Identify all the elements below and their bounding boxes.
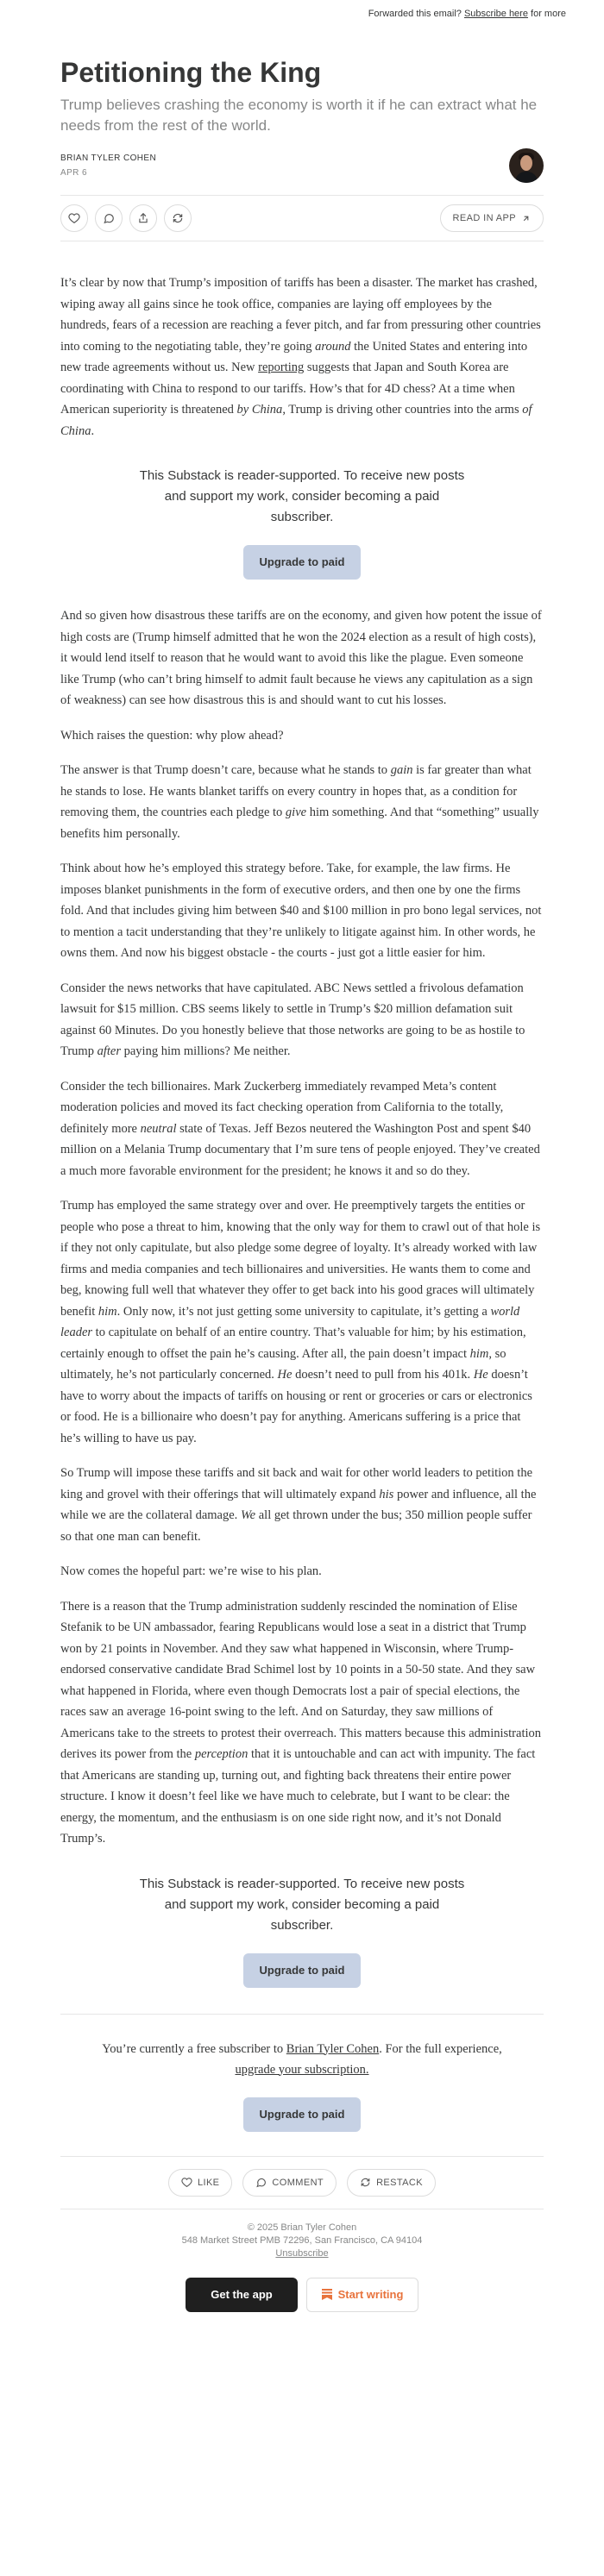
comment-icon [103,212,115,224]
avatar[interactable] [509,148,544,183]
get-app-button[interactable]: Get the app [186,2278,298,2312]
heart-icon [68,212,80,224]
paragraph: So Trump will impose these tariffs and sit back and wait for other world leaders to petition the king and grovel with their offerings that will ultimately expand his power and influence, all the while we are the collateral damage. We all get thrown under the bus; 350 million people suffer so that one man can benefit. [60,1466,537,1544]
paragraph: Which raises the question: why plow ahead? [60,728,284,743]
post-title[interactable]: Petitioning the King [60,57,322,88]
paragraph: It’s clear by now that Trump’s imposition of tariffs has been a disaster. The market has crashed, wiping away all gains since he took office, companies are laying off employees by the hundreds, fears of a recession are reaching a fever pitch, and far from pressuring other countries into coming to the negotiating table, they’re going around the United States and entering into new trade agreements without us. New reporting suggests that Japan and South Korea are coordinating with China to respond to our tariffs. How’s that for 4D chess? At a time when American superiority is threatened by China, Trump is driving other countries into the arms of China. [60,276,541,438]
cta-text: This Substack is reader-supported. To receive new posts and support my work, consider becoming a paid subscriber. [139,1876,465,1933]
forward-notice: Forwarded this email? Subscribe here for more [368,9,566,19]
subscribe-cta [60,466,544,580]
restack-button[interactable]: RESTACK [347,2169,436,2197]
subscribe-link[interactable]: Subscribe here [463,9,528,19]
paragraph: Think about how he’s employed this strategy before. Take, for example, the law firms. He imposes blanket punishments in the form of executive orders, and then one by one the firms fold. And that includes giving him between $40 and $100 million in pro bono legal services, not to mention a tacit understanding that they’re unlikely to litigate against him. In other words, he owns them. And now his biggest obstacle - the courts - just got a little easier for him. [60,862,542,960]
paragraph: Now comes the hopeful part: we’re wise to his plan. [60,1564,322,1578]
upgrade-button[interactable]: Upgrade to paid [243,1953,361,1988]
cta-text: This Substack is reader-supported. To receive new posts and support my work, consider becoming a paid subscriber. [139,468,465,524]
share-button[interactable] [129,204,157,232]
footer-actions [60,2157,544,2209]
post-date: APR 6 [60,168,87,178]
bottom-buttons [60,2278,544,2312]
reporting-link[interactable]: reporting [258,360,305,374]
author-name[interactable]: BRIAN TYLER COHEN [60,154,157,163]
upgrade-button[interactable]: Upgrade to paid [243,545,361,580]
restack-button[interactable] [164,204,192,232]
read-in-app-button[interactable]: READ IN APP [440,204,544,232]
upgrade-link[interactable]: upgrade your subscription. [235,2062,369,2077]
subscriber-note: You’re currently a free subscriber to Brian Tyler Cohen. For the full experience, upgrade your subscription. [102,2041,502,2077]
post-subtitle: Trump believes crashing the economy is worth it if he can extract what he needs from the rest of the world. [60,97,538,134]
paragraph: There is a reason that the Trump administration suddenly rescinded the nomination of Elise Stefanik to be UN ambassador, fearing Republicans would lose a seat in a district that Trump won by 21 points in November. And they saw what happened in Wisconsin, where Trump-endorsed conservative candidate Brad Schimel lost by 10 points in a 50-50 state. And they saw what happened in Florida, where even though Democrats lost a pair of special elections, the races saw an average 16-point swing to the left. And on Saturday, they saw millions of Americans take to the streets to protest their overreach. This matters because this administration derives its power from the perception that it is untouchable and can act with impunity. The fact that Americans are standing up, turning out, and fighting back threatens their entire power structure. I know it doesn’t feel like we have much to celebrate, but I want to be clear: the energy, the momentum, and the enthusiasm is on one side right now, and it’s not Donald Trump’s. [60,1599,542,1846]
start-writing-button[interactable]: Start writing [306,2278,418,2312]
paragraph: The answer is that Trump doesn’t care, because what he stands to gain is far greater than what he stands to lose. He wants blanket tariffs on every country in hopes that, as a condition for removing them, the countries each pledge to give him something. And that “something” usually benefits him personally. [60,763,539,841]
like-button[interactable] [60,204,88,232]
substack-logo-icon [322,2289,332,2300]
arrow-up-right-icon [521,214,531,223]
divider [60,2014,544,2015]
paragraph: Consider the news networks that have capitulated. ABC News settled a frivolous defamation lawsuit for $15 million. CBS seems likely to settle in Trump’s $20 million defamation suit against 60 Minutes. Do you honestly believe that those networks are going to be as hostile to Trump after paying him millions? Me neither. [60,981,525,1058]
author-link[interactable]: Brian Tyler Cohen [286,2041,380,2056]
paragraph: And so given how disastrous these tariffs are on the economy, and given how potent the issue of high costs are (Trump himself admitted that he won the 2024 election as a result of high costs), it would lend itself to reason that he would want to avoid this like the plague. Even someone like Trump (who can’t bring himself to admit fault because he views any capitulation as a sign of weakness) can see how disastrous this is and should want to cut his losses. [60,609,542,707]
paragraph: Trump has employed the same strategy over and over. He preemptively targets the entities or people who pose a threat to him, knowing that the only way for them to crawl out of that hole is if they not only capitulate, but also pledge some degree of loyalty. It’s already worked with law firms and media companies and tech billionaires and universities. He wants them to come and beg, knowing full well that whatever they offer to get back into his good graces will ultimately benefit him. Only now, it’s not just getting some university to capitulate, it’s getting a world leader to capitulate on behalf of an entire country. That’s valuable for him; by his estimation, certainly enough to offset the pain he’s causing. After all, the pain doesn’t impact him, so ultimately, he’s not particularly concerned. He doesn’t need to pull from his 401k. He doesn’t have to worry about the impacts of tariffs on housing or rent or groceries or cars or electronics or food. He is a billionaire who doesn’t pay for anything. Americans suffering is a price that he’s willing to have us pay. [60,1199,541,1445]
unsubscribe-link[interactable]: Unsubscribe [275,2247,329,2259]
subscribe-cta [60,1874,544,1988]
share-icon [137,212,149,224]
paragraph: Consider the tech billionaires. Mark Zuckerberg immediately revamped Meta’s content moderation policies and moved its fact checking operation from California to the totally, definitely more neutral state of Texas. Jeff Bezos neutered the Washington Post and spent $40 million on a Melania Trump documentary that I’m sure tens of people enjoyed. They’ve created a much more favorable environment for the president; he knows it and so do they. [60,1079,540,1178]
subscriber-section [60,2039,544,2132]
comment-button[interactable] [95,204,123,232]
heart-icon [181,2177,192,2188]
article-body [60,273,544,1988]
legal-footer [60,2222,544,2260]
byline [60,148,544,183]
restack-icon [360,2177,371,2188]
copyright: © 2025 Brian Tyler Cohen [247,2222,357,2233]
upgrade-button[interactable]: Upgrade to paid [243,2097,361,2132]
action-bar [60,196,544,241]
comment-icon [255,2177,267,2188]
address: 548 Market Street PMB 72296, San Francisco, CA 94104 [181,2234,423,2246]
like-button[interactable]: LIKE [168,2169,232,2197]
restack-icon [172,212,184,224]
comment-button[interactable]: COMMENT [242,2169,337,2197]
